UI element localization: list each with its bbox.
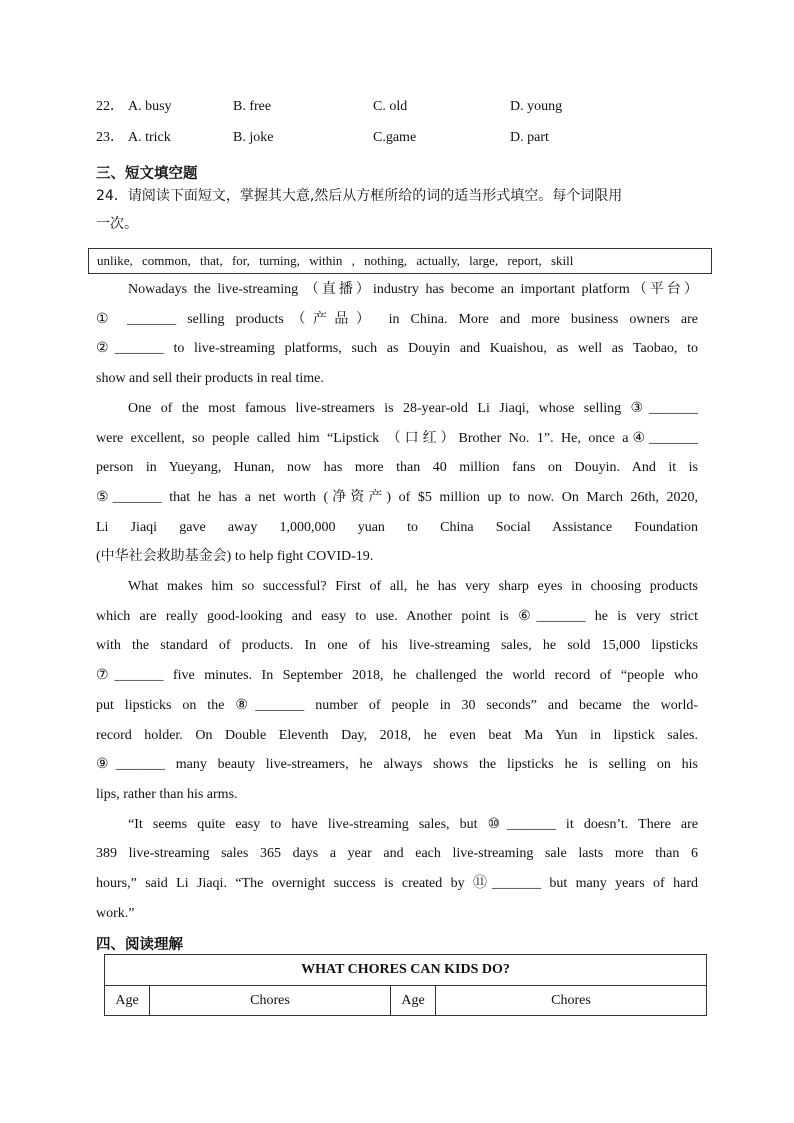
passage-paragraph-2 <box>96 394 698 572</box>
q22-option-b: B. free <box>233 99 272 114</box>
passage-paragraph-3 <box>96 572 698 810</box>
q24-instruction-line-1: 24．请阅读下面短文，掌握其大意,然后从方框所给的词的适当形式填空。每个词限用 <box>96 188 623 204</box>
passage-line: Li Jiaqi gave away 1,000,000 yuan to China Social Assistance Foundation <box>96 519 698 535</box>
passage-paragraph-4 <box>96 810 698 929</box>
q23-option-d: D. part <box>510 130 549 145</box>
section-4-title: 四、阅读理解 <box>96 937 183 953</box>
passage-line: put lipsticks on the ⑧_______ number of people in 30 seconds” and became the world- <box>96 697 698 713</box>
passage-line: show and sell their products in real time. <box>96 371 324 387</box>
passage-line: record holder. On Double Eleventh Day, 2018, he even beat Ma Yun in lipstick sales. <box>96 727 698 743</box>
passage-line: hours,” said Li Jiaqi. “The overnight success is created by ⑪_______ but many years of hard <box>96 876 698 892</box>
passage-line: with the standard of products. In one of his live-streaming sales, he sold 15,000 lipsticks <box>96 638 698 654</box>
passage-line: Nowadays the live-streaming （直播）industry has become an important platform（平台） <box>128 282 698 297</box>
passage-line: ① _______ selling products（产品） in China. More and more business owners are <box>96 311 698 327</box>
section-3-title: 三、短文填空题 <box>96 166 198 182</box>
table-header-age: Age <box>105 986 150 1016</box>
passage-line: 389 live-streaming sales 365 days a year and each live-streaming sale lasts more than 6 <box>96 846 698 862</box>
q24-instruction-line-2: 一次。 <box>96 216 138 232</box>
q23-option-b: B. joke <box>233 130 274 145</box>
passage-line: which are really good-looking and easy to use. Another point is ⑥_______ he is very strict <box>96 608 698 624</box>
passage-line: ⑨_______ many beauty live-streamers, he always shows the lipsticks he is selling on his <box>96 757 698 773</box>
passage <box>96 275 698 928</box>
passage-line: lips, rather than his arms. <box>96 786 238 802</box>
q23-number: 23． <box>96 130 124 145</box>
q22-option-d: D. young <box>510 99 563 114</box>
passage-paragraph-1 <box>96 275 698 394</box>
q23-option-c: C.game <box>373 130 417 145</box>
passage-line: ⑤_______ that he has a net worth (净资产) of $5 million up to now. On March 26th, 2020, <box>96 489 698 505</box>
q23-option-a: A. trick <box>128 130 171 145</box>
q22-number: 22． <box>96 99 124 114</box>
passage-line: were excellent, so people called him “Lipstick （口红）Brother No. 1”. He, once a④_______ <box>96 430 698 446</box>
passage-line: work.” <box>96 905 135 921</box>
passage-line: “It seems quite easy to have live-streaming sales, but ⑩_______ it doesn’t. There are <box>128 816 698 832</box>
table-header-chores: Chores <box>436 986 707 1016</box>
word-bank-box: unlike, common, that, for, turning, within , nothing, actually, large, report, skill <box>88 248 712 274</box>
passage-line: One of the most famous live-streamers is 28-year-old Li Jiaqi, whose selling ③_______ <box>128 400 698 416</box>
passage-line: (中华社会救助基金会) to help fight COVID-19. <box>96 549 374 565</box>
q24-instruction <box>96 182 700 238</box>
q22-option-c: C. old <box>373 99 408 114</box>
chores-table-title: WHAT CHORES CAN KIDS DO? <box>105 955 707 986</box>
table-header-age: Age <box>391 986 436 1016</box>
passage-line: What makes him so successful? First of all, he has very sharp eyes in choosing products <box>128 579 698 595</box>
passage-line: person in Yueyang, Hunan, now has more than 40 million fans on Douyin. And it is <box>96 460 698 476</box>
passage-line: ⑦_______ five minutes. In September 2018, he challenged the world record of “people who <box>96 668 698 684</box>
q22-option-a: A. busy <box>128 99 172 114</box>
passage-line: ②_______ to live-streaming platforms, such as Douyin and Kuaishou, as well as Taobao, to <box>96 341 698 357</box>
table-header-chores: Chores <box>150 986 391 1016</box>
chores-table <box>104 954 707 1016</box>
